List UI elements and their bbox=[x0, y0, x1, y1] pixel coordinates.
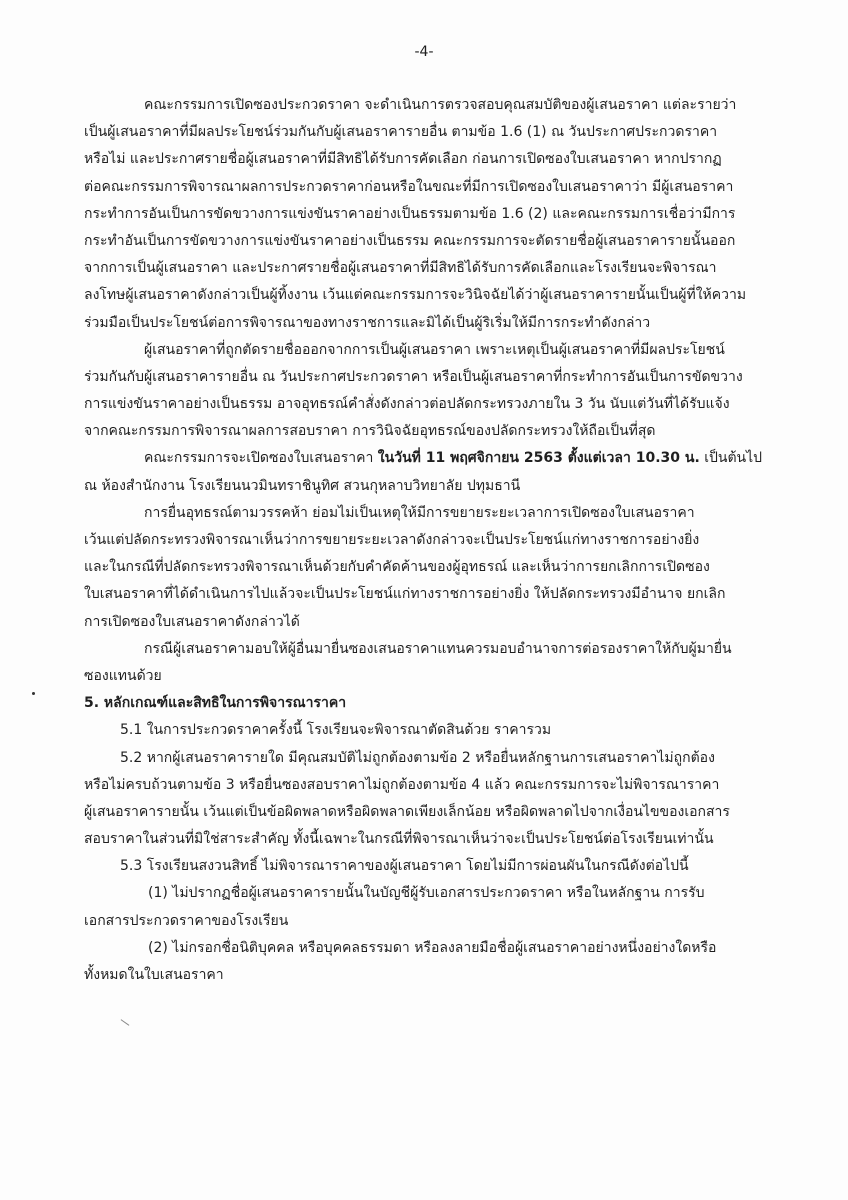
clause-5-3: 5.3 โรงเรียนสงวนสิทธิ์ ไม่พิจารณาราคาของผู้เสนอราคา โดยไม่มีการผ่อนผันในกรณีดังต่อไปนี้ bbox=[120, 858, 689, 875]
paragraph-line: และในกรณีที่ปลัดกระทรวงพิจารณาเห็นด้วยกับคำคัดค้านของผู้อุทธรณ์ และเห็นว่าการยกเลิกการเปิดซอง bbox=[84, 559, 710, 576]
opening-date-line bbox=[84, 445, 763, 472]
paragraph-line: ใบเสนอราคาที่ได้ดำเนินการไปแล้วจะเป็นประโยชน์แก่ทางราชการอย่างยิ่ง ให้ปลัดกระทรวงมีอำนาจ ยกเลิก bbox=[84, 586, 726, 603]
paragraph-line: ลงโทษผู้เสนอราคาดังกล่าวเป็นผู้ทิ้งงาน เว้นแต่คณะกรรมการจะวินิจฉัยได้ว่าผู้เสนอราคารายนั้นเป็นผู้ที่ให้ความ bbox=[84, 287, 747, 304]
paragraph-line: ผู้เสนอราคารายนั้น เว้นแต่เป็นข้อผิดพลาดหรือผิดพลาดเพียงเล็กน้อย หรือผิดพลาดไปจากเงื่อนไขของเอกสาร bbox=[84, 803, 730, 820]
paragraph-line: ต่อคณะกรรมการพิจารณาผลการประกวดราคาก่อนหรือในขณะที่มีการเปิดซองใบเสนอราคาว่า มีผู้เสนอราคา bbox=[84, 178, 734, 195]
scan-speck bbox=[32, 692, 35, 695]
section-heading: 5. หลักเกณฑ์และสิทธิในการพิจารณาราคา bbox=[84, 695, 347, 712]
paragraph-line: กรณีผู้เสนอราคามอบให้ผู้อื่นมายื่นซองเสนอราคาแทนควรมอบอำนาจการต่อรองราคาให้กับผู้มายื่น bbox=[144, 640, 732, 657]
paragraph-line: การเปิดซองใบเสนอราคาดังกล่าวได้ bbox=[84, 613, 300, 630]
paragraph-line: กระทำการอันเป็นการขัดขวางการแข่งขันราคาอย่างเป็นธรรมตามข้อ 1.6 (2) และคณะกรรมการเชื่อว่ามีการ bbox=[84, 205, 736, 222]
paragraph-line: หรือไม่ และประกาศรายชื่อผู้เสนอราคาที่มีสิทธิได้รับการคัดเลือก ก่อนการเปิดซองใบเสนอราคา หากปรากฏ bbox=[84, 151, 722, 168]
scan-mark bbox=[121, 1019, 130, 1026]
paragraph-line: การยื่นอุทธรณ์ตามวรรคห้า ย่อมไม่เป็นเหตุให้มีการขยายระยะเวลาการเปิดซองใบเสนอราคา bbox=[144, 504, 695, 521]
paragraph-line: ผู้เสนอราคาที่ถูกตัดรายชื่อออกจากการเป็นผู้เสนอราคา เพราะเหตุเป็นผู้เสนอราคาที่มีผลประโยชน์ bbox=[144, 341, 725, 358]
paragraph-line: ร่วมกันกับผู้เสนอราคารายอื่น ณ วันประกาศประกวดราคา หรือเป็นผู้เสนอราคาที่กระทำการอันเป็นการขัดขวาง bbox=[84, 368, 743, 385]
opening-post-text: เป็นต้นไป bbox=[699, 450, 763, 467]
sub-clause-2: (2) ไม่กรอกชื่อนิติบุคคล หรือบุคคลธรรมดา หรือลงลายมือชื่อผู้เสนอราคาอย่างหนึ่งอย่างใดหรือ bbox=[148, 939, 717, 956]
paragraph-line: ณ ห้องสำนักงาน โรงเรียนนวมินทราชินูทิศ สวนกุหลาบวิทยาลัย ปทุมธานี bbox=[84, 477, 521, 494]
paragraph-line: คณะกรรมการเปิดซองประกวดราคา จะดำเนินการตรวจสอบคุณสมบัติของผู้เสนอราคา แต่ละรายว่า bbox=[144, 97, 737, 113]
paragraph-line: กระทำอันเป็นการขัดขวางการแข่งขันราคาอย่างเป็นธรรม คณะกรรมการจะตัดรายชื่อผู้เสนอราคารายนั้นออก bbox=[84, 232, 736, 249]
opening-date-bold: ในวันที่ 11 พฤศจิกายน 2563 ตั้งแต่เวลา 10.30 น. bbox=[377, 450, 700, 467]
paragraph-line: ทั้งหมดในใบเสนอราคา bbox=[84, 967, 224, 983]
document-body bbox=[84, 92, 763, 989]
opening-pre-text: คณะกรรมการจะเปิดซองใบเสนอราคา bbox=[144, 450, 378, 467]
paragraph-line: การแข่งขันราคาอย่างเป็นธรรม อาจอุทธรณ์คำสั่งดังกล่าวต่อปลัดกระทรวงภายใน 3 วัน นับแต่วันที่ได้รับแจ้ง bbox=[84, 396, 730, 413]
paragraph-line: เอกสารประกวดราคาของโรงเรียน bbox=[84, 912, 289, 929]
page-number: -4- bbox=[414, 44, 434, 60]
paragraph-line: จากคณะกรรมการพิจารณาผลการสอบราคา การวินิจฉัยอุทธรณ์ของปลัดกระทรวงให้ถือเป็นที่สุด bbox=[84, 423, 656, 440]
paragraph-line: สอบราคาในส่วนที่มิใช่สาระสำคัญ ทั้งนี้เฉพาะในกรณีที่พิจารณาเห็นว่าจะเป็นประโยชน์ต่อโรงเรียนเท่านั้น bbox=[84, 831, 714, 848]
clause-5-1: 5.1 ในการประกวดราคาครั้งนี้ โรงเรียนจะพิจารณาตัดสินด้วย ราคารวม bbox=[120, 722, 552, 739]
paragraph-line: จากการเป็นผู้เสนอราคา และประกาศรายชื่อผู้เสนอราคาที่มีสิทธิได้รับการคัดเลือกและโรงเรียนจะพิจารณา bbox=[84, 260, 717, 277]
paragraph-line: เว้นแต่ปลัดกระทรวงพิจารณาเห็นว่าการขยายระยะเวลาดังกล่าวจะเป็นประโยชน์แก่ทางราชการอย่างยิ่ง bbox=[84, 532, 700, 548]
paragraph-line: ร่วมมือเป็นประโยชน์ต่อการพิจารณาของทางราชการและมิได้เป็นผู้ริเริ่มให้มีการกระทำดังกล่าว bbox=[84, 314, 651, 331]
clause-5-2: 5.2 หากผู้เสนอราคารายใด มีคุณสมบัติไม่ถูกต้องตามข้อ 2 หรือยื่นหลักฐานการเสนอราคาไม่ถูกต้อง bbox=[120, 749, 715, 766]
paragraph-line: เป็นผู้เสนอราคาที่มีผลประโยชน์ร่วมกันกับผู้เสนอราคารายอื่น ตามข้อ 1.6 (1) ณ วันประกาศประกวดราคา bbox=[84, 124, 718, 141]
paragraph-line: หรือไม่ครบถ้วนตามข้อ 3 หรือยื่นซองสอบราคาไม่ถูกต้องตามข้อ 4 แล้ว คณะกรรมการจะไม่พิจารณาราคา bbox=[84, 776, 720, 793]
paragraph-line: ซองแทนด้วย bbox=[84, 667, 162, 684]
sub-clause-1: (1) ไม่ปรากฏชื่อผู้เสนอราคารายนั้นในบัญชีผู้รับเอกสารประกวดราคา หรือในหลักฐาน การรับ bbox=[148, 885, 705, 902]
